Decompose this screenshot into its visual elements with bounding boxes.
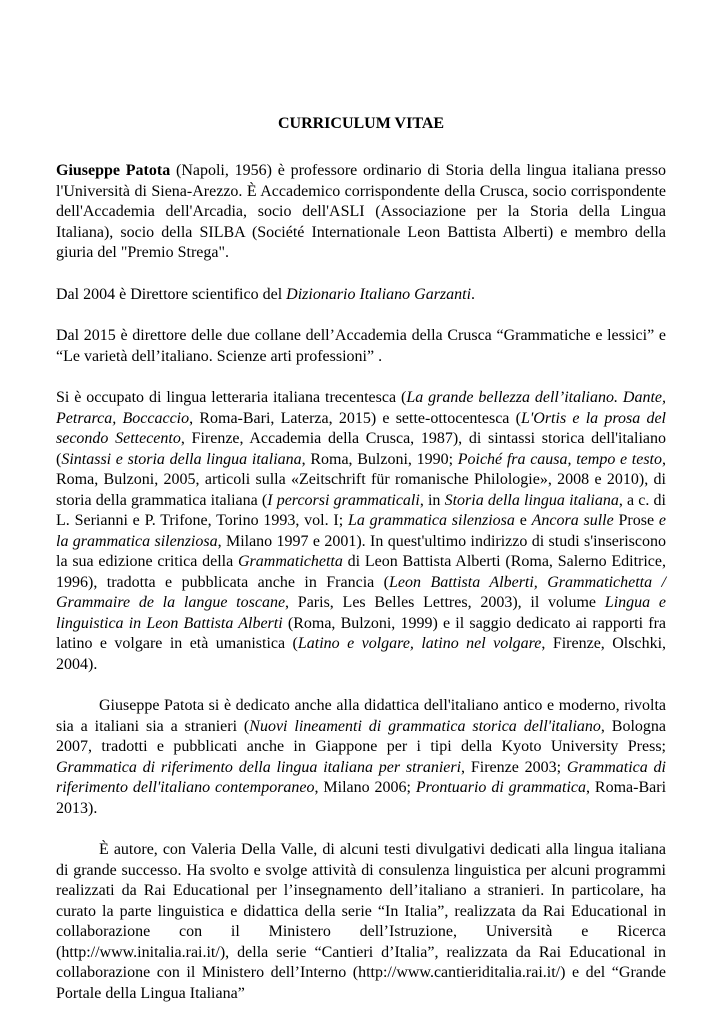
cited-title: Storia della lingua italiana [444, 491, 619, 509]
series-paragraph: Dal 2015 è direttore delle due collane dell’Accademia della Crusca “Grammatiche e lessici” e “Le varietà dell’italiano. Scienze arti professioni” . [56, 327, 666, 365]
paragraph-text: , Milano 2006; [314, 779, 416, 796]
paragraph-text: , Bologna 2007, tradotti e pubblicati anche in Giappone per i tipi della Kyoto University Press; [56, 717, 666, 755]
paragraph-text: , Roma-Bari 2013). [56, 779, 667, 817]
cited-title: Ancora sulle [531, 512, 614, 529]
intro-paragraph [56, 161, 666, 264]
cited-title: La grammatica silenziosa [347, 512, 515, 529]
cv-document [56, 114, 666, 1004]
intro-text: (Napoli, 1956) è professore ordinario di Storia della lingua italiana presso l'Università di Siena-Arezzo. È Accademico corrispondente della Crusca, socio corrispondente dell'Accademia dell'Arcadia, socio dell'ASLI (Associazione per la Storia della Lingua Italiana), socio della SILBA (Société Internationale Leon Battista Alberti) e membro della giuria del "Premio Strega". [56, 162, 666, 261]
cited-title: Grammatica di riferimento dell'italiano contemporaneo [56, 758, 667, 796]
paragraph-text: Prose [613, 512, 659, 529]
cited-title: Grammatichetta [238, 553, 343, 570]
paragraph-text: , Firenze, Accademia della Crusca, 1987), di sintassi storica dell'italiano ( [56, 430, 667, 468]
cited-title: Poiché fra causa, tempo e testo [457, 450, 663, 468]
dictionary-title: Dizionario Italiano Garzanti [286, 285, 472, 303]
paragraph-text: Giuseppe Patota si è dedicato anche alla didattica dell'italiano antico e moderno, rivolta sia a italiani sia a stranieri ( [56, 697, 666, 735]
didactics-paragraph [56, 696, 666, 819]
cited-title: Lingua e linguistica in Leon Battista Alberti [56, 594, 666, 632]
cited-title: Nuovi lineamenti di grammatica storica dell'italiano [249, 717, 601, 735]
cited-title: Leon Battista Alberti, Grammatichetta / Grammaire de la langue toscane [56, 573, 666, 611]
document-title: CURRICULUM VITAE [277, 115, 445, 132]
director-text-before: Dal 2004 è Direttore scientifico del [56, 285, 287, 303]
cited-title: Prontuario di grammatica [415, 779, 587, 796]
cited-title: La grande bellezza dell’italiano. Dante, Petrarca, Boccaccio [56, 389, 666, 427]
paragraph-text: , Firenze 2003; [461, 758, 567, 776]
paragraph-text: , Firenze, Olschki, 2004). [56, 635, 667, 673]
cited-title: Latino e volgare, latino nel volgare [297, 635, 542, 652]
cited-title: Grammatica di riferimento della lingua italiana per stranieri [56, 758, 462, 776]
cited-title: Sintassi e storia della lingua italiana [61, 450, 302, 468]
paragraph-text: , in [419, 491, 445, 509]
research-paragraph [56, 388, 666, 675]
director-paragraph [56, 285, 666, 306]
paragraph-text: Si è occupato di lingua letteraria italiana trecentesca ( [56, 389, 407, 406]
cited-title: L'Ortis e la prosa del secondo Settecento [56, 409, 666, 447]
director-text-after: . [471, 285, 476, 303]
cited-title: I percorsi grammaticali [267, 491, 420, 509]
paragraph-text: di Leon Battista Alberti (Roma, Salerno Editrice, 1996), tradotta e pubblicata anche in Francia ( [56, 553, 666, 591]
paragraph-text: , Roma-Bari, Laterza, 2015) e sette-ottocentesca ( [189, 409, 521, 427]
paragraph-text: , a c. di L. Serianni e P. Trifone, Torino 1993, vol. I; [56, 491, 667, 529]
paragraph-text: (Roma, Bulzoni, 1999) e il saggio dedicato ai rapporti fra latino e volgare in età umanistica ( [56, 614, 667, 652]
paragraph-text: , Milano 1997 e 2001). In quest'ultimo indirizzo di studi s'inseriscono la sua edizione critica della [56, 532, 667, 570]
cited-title: e la grammatica silenziosa [56, 512, 666, 550]
paragraph-text: , Roma, Bulzoni, 2005, articoli sulla «Zeitschrift für romanische Philologie», 2008 e 2010), di storia della grammatica italiana ( [56, 450, 667, 509]
paragraph-text: , Paris, Les Belles Lettres, 2003), il volume [285, 594, 605, 611]
paragraph-text: , Roma, Bulzoni, 1990; [301, 450, 458, 468]
paragraph-text: e [514, 512, 532, 529]
author-name: Giuseppe Patota [56, 162, 171, 179]
divulgation-paragraph: È autore, con Valeria Della Valle, di alcuni testi divulgativi dedicati alla lingua italiana di grande successo. Ha svolto e svolge attività di consulenza linguistica per alcuni programmi realizzati da Rai Educational per l’insegnamento dell’italiano a stranieri. In particolare, ha curato la parte linguistica e didattica della serie “In Italia”, realizzata da Rai Educational in collaborazione con il Ministero dell’Istruzione, Università e Ricerca (http://www.initalia.rai.it/), della serie “Cantieri d’Italia”, realizzata da Rai Educational in collaborazione con il Ministero dell’Interno (http://www.cantieriditalia.rai.it/) e del “Grande Portale della Lingua Italiana” [56, 841, 666, 1002]
